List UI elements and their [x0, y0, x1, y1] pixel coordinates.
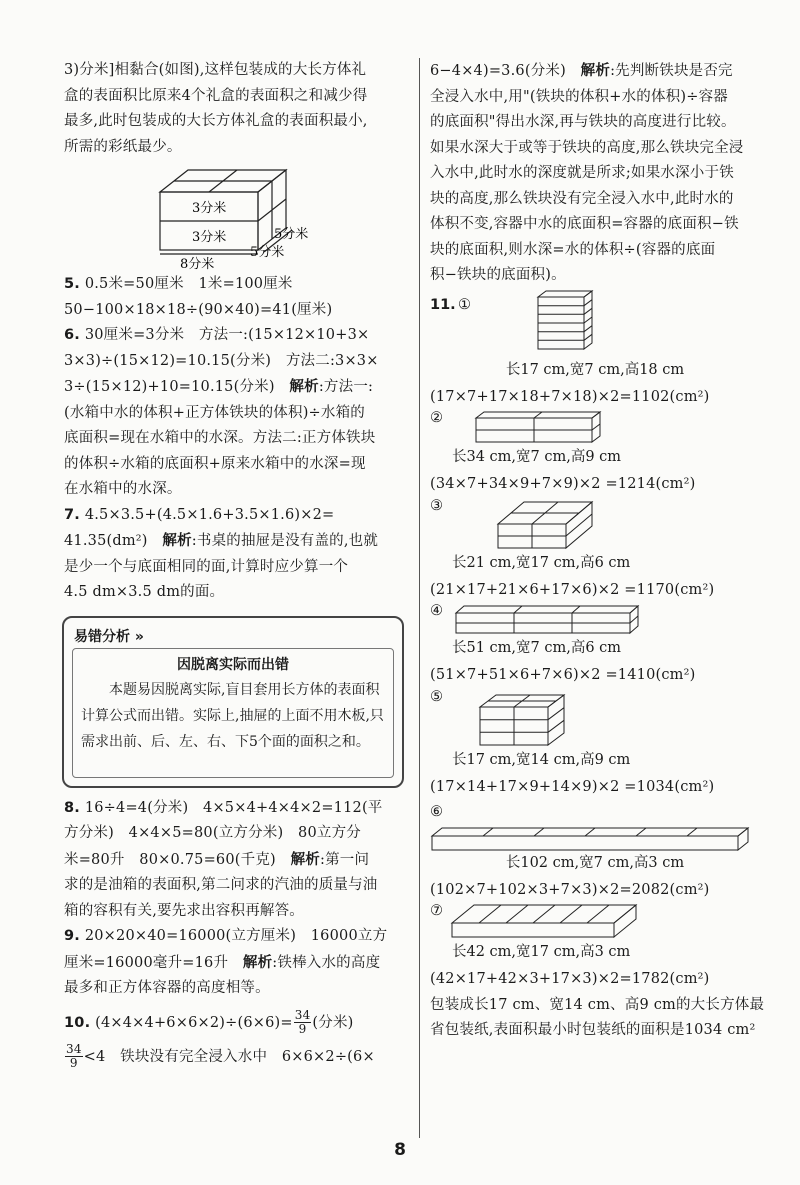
fraction-numerator: 34 — [66, 1042, 82, 1056]
text-line: 全浸入水中,用"(铁块的体积+水的体积)÷容器 — [430, 88, 728, 105]
fraction-numerator: 34 — [294, 1008, 311, 1022]
figure-label-side-top: 5分米 — [274, 227, 309, 242]
option-mark: ① — [458, 296, 471, 313]
text-span: 6−4×4)=3.6(分米) — [430, 63, 581, 79]
formula-line: (17×14+17×9+14×9)×2 =1034(cm²) — [430, 778, 715, 795]
answer-10-continued — [430, 58, 760, 289]
text-line: 省包装纸,表面积最小时包装纸的面积是1034 cm² — [430, 1022, 756, 1038]
option-mark: ⑤ — [430, 688, 443, 705]
answer-11-option-2 — [430, 410, 760, 498]
formula-line: (42×17+42×3+17×3)×2=1782(cm²) — [430, 971, 710, 987]
text-line: 3)分米]相黏合(如图),这样包装成的大长方体礼 — [64, 62, 367, 78]
stack-figure-5 — [474, 691, 574, 747]
question-number: 7. — [64, 506, 80, 523]
text-span: :书桌的抽屉是没有盖的,也就 — [191, 533, 379, 549]
answer-11-option-4 — [430, 603, 760, 689]
dimensions-caption: 长17 cm,宽7 cm,高18 cm — [505, 361, 685, 378]
text-span: 3÷(15×12)+10=10.15(分米) — [64, 379, 290, 395]
fraction-denominator: 9 — [69, 1056, 78, 1070]
analysis-label: 解析 — [290, 850, 321, 868]
text-line: 4.5×3.5+(4.5×1.6+3.5×1.6)×2= — [84, 506, 335, 523]
answer-11-option-6 — [430, 800, 760, 903]
formula-line: (21×17+21×6+17×6)×2 =1170(cm²) — [430, 581, 715, 598]
text-span: :先判断铁块是否完 — [610, 63, 733, 79]
text-line: 0.5米=50厘米 1米=100厘米 — [84, 276, 293, 292]
text-line: (水箱中水的体积+正方体铁块的体积)÷水箱的 — [64, 404, 366, 421]
answer-5 — [64, 272, 410, 323]
stack-figure-7 — [450, 903, 650, 939]
page-number: 8 — [394, 1140, 406, 1160]
text-line: 16÷4=4(分米) 4×5×4+4×4×2=112(平 — [84, 799, 383, 816]
answer-10 — [64, 1006, 410, 1074]
text-line: 20×20×40=16000(立方厘米) 16000立方 — [84, 928, 388, 944]
formula-line: (51×7+51×6+7×6)×2 =1410(cm²) — [430, 667, 696, 683]
analysis-label: 解析 — [289, 378, 319, 395]
conclusion — [430, 993, 765, 1044]
text-span: 米=80升 80×0.75=60(千克) — [64, 851, 291, 868]
column-divider — [419, 58, 420, 1138]
text-span: (4×4×4+6×6×2)÷(6×6)= — [95, 1014, 293, 1031]
text-line: 底面积=现在水箱中的水深。方法二:正方体铁块 — [64, 430, 376, 446]
answer-6 — [64, 323, 410, 503]
text-line: 50−100×18×18÷(90×40)=41(厘米) — [64, 301, 333, 318]
text-line: 体积不变,容器中水的底面积=容器的底面积−铁 — [430, 216, 739, 232]
text-line: 的体积÷水箱的底面积+原来水箱中的水深=现 — [64, 455, 366, 472]
gift-box-figure — [64, 160, 410, 272]
dimensions-caption: 长21 cm,宽17 cm,高6 cm — [452, 554, 631, 571]
text-line: 求的是油箱的表面积,第二问求的汽油的质量与油 — [64, 877, 378, 893]
figure-label-side-bottom: 5分米 — [250, 245, 285, 260]
stack-figure-4 — [450, 603, 650, 635]
text-span: :铁棒入水的高度 — [272, 954, 381, 971]
error-analysis-header: 易错分析 » — [74, 628, 144, 645]
dimensions-caption: 长51 cm,宽7 cm,高6 cm — [452, 640, 622, 656]
dimensions-caption: 长34 cm,宽7 cm,高9 cm — [452, 449, 622, 465]
dimensions-caption: 长17 cm,宽14 cm,高9 cm — [452, 751, 631, 768]
intro-paragraph — [64, 58, 410, 160]
question-number: 5. — [64, 276, 80, 292]
dimensions-caption: 长42 cm,宽17 cm,高3 cm — [452, 944, 631, 960]
text-line: 4.5 dm×3.5 dm的面。 — [64, 584, 225, 600]
answer-8 — [64, 796, 410, 925]
question-number: 8. — [64, 799, 80, 816]
text-line: 3×3)÷(15×12)=10.15(分米) 方法二:3×3× — [64, 352, 379, 369]
stack-figure-6 — [430, 826, 760, 852]
text-line: 箱的容积有关,要先求出容积再解答。 — [64, 902, 305, 919]
error-analysis-box — [62, 616, 404, 788]
left-column — [64, 58, 410, 1074]
error-analysis-title: 因脱离实际而出错 — [177, 656, 289, 673]
answer-11-option-5 — [430, 689, 760, 801]
text-line: 块的底面积,则水深=水的体积÷(容器的底面 — [430, 241, 716, 258]
text-span: 厘米=16000毫升=16升 — [64, 954, 243, 971]
option-mark: ③ — [430, 497, 443, 514]
stack-figure-2 — [470, 410, 610, 444]
text-span: <4 铁块没有完全浸入水中 6×6×2÷(6× — [83, 1048, 375, 1065]
text-line: 最多,此时包装成的大长方体礼盒的表面积最小, — [64, 113, 368, 129]
question-number: 9. — [64, 928, 80, 944]
text-line: 如果水深大于或等于铁块的高度,那么铁块完全浸 — [430, 139, 744, 156]
analysis-label: 解析 — [242, 953, 273, 971]
fraction — [65, 1043, 83, 1070]
text-line: 的底面积"得出水深,再与铁块的高度进行比较。 — [430, 114, 736, 130]
option-mark: ⑥ — [430, 804, 444, 820]
figure-label-front-bottom: 3分米 — [192, 230, 227, 245]
text-span: 41.35(dm²) — [64, 533, 163, 549]
stack-figure-3 — [490, 498, 610, 550]
text-line: 入水中,此时水的深度就是所求;如果水深小于铁 — [430, 165, 734, 181]
text-span: :方法一: — [318, 379, 374, 395]
text-line: 方分米) 4×4×5=80(立方分米) 80立方分 — [64, 825, 361, 841]
answer-7 — [64, 503, 410, 606]
error-analysis-content — [72, 648, 394, 778]
text-line: 最多和正方体容器的高度相等。 — [64, 980, 270, 996]
figure-label-bottom: 8分米 — [180, 257, 215, 272]
answer-11-option-7 — [430, 903, 760, 993]
stack-figure-1 — [530, 289, 620, 351]
text-span: :第一问 — [320, 851, 370, 868]
dimensions-caption: 长102 cm,宽7 cm,高3 cm — [505, 854, 685, 871]
error-analysis-body: 本题易因脱离实际,盲目套用长方体的表面积计算公式而出错。实际上,抽屉的上面不用木板,只需求出前、后、左、右、下5个面的面积之和。 — [81, 681, 384, 750]
text-span: (分米) — [312, 1014, 354, 1031]
right-column — [430, 58, 765, 1044]
text-line: 积−铁块的底面积)。 — [430, 267, 566, 283]
formula-line: (102×7+102×3+7×3)×2=2082(cm²) — [430, 881, 710, 898]
text-line: 30厘米=3分米 方法一:(15×12×10+3× — [84, 327, 370, 343]
text-line: 所需的彩纸最少。 — [64, 138, 182, 155]
analysis-label: 解析 — [580, 62, 611, 79]
option-mark: ② — [430, 410, 443, 426]
fraction — [294, 1009, 312, 1036]
analysis-label: 解析 — [162, 532, 192, 549]
text-line: 包装成长17 cm、宽14 cm、高9 cm的大长方体最 — [430, 996, 765, 1013]
text-line: 是少一个与底面相同的面,计算时应少算一个 — [64, 558, 349, 575]
question-number: 11. — [430, 296, 456, 313]
fraction-denominator: 9 — [298, 1022, 307, 1036]
option-mark: ④ — [430, 603, 443, 619]
answer-11-option-3 — [430, 498, 760, 604]
text-line: 盒的表面积比原来4个礼盒的表面积之和减少得 — [64, 87, 368, 104]
question-number: 10. — [64, 1014, 91, 1031]
answer-9 — [64, 924, 410, 1002]
figure-label-front-top: 3分米 — [192, 201, 227, 216]
text-line: 块的高度,那么铁块没有完全浸入水中,此时水的 — [430, 190, 734, 207]
formula-line: (34×7+34×9+7×9)×2 =1214(cm²) — [430, 476, 696, 492]
question-number: 6. — [64, 327, 80, 343]
option-mark: ⑦ — [430, 903, 443, 919]
answer-11-option-1 — [430, 289, 760, 411]
text-line: 在水箱中的水深。 — [64, 481, 182, 497]
formula-line: (17×7+17×18+7×18)×2=1102(cm²) — [430, 388, 710, 405]
